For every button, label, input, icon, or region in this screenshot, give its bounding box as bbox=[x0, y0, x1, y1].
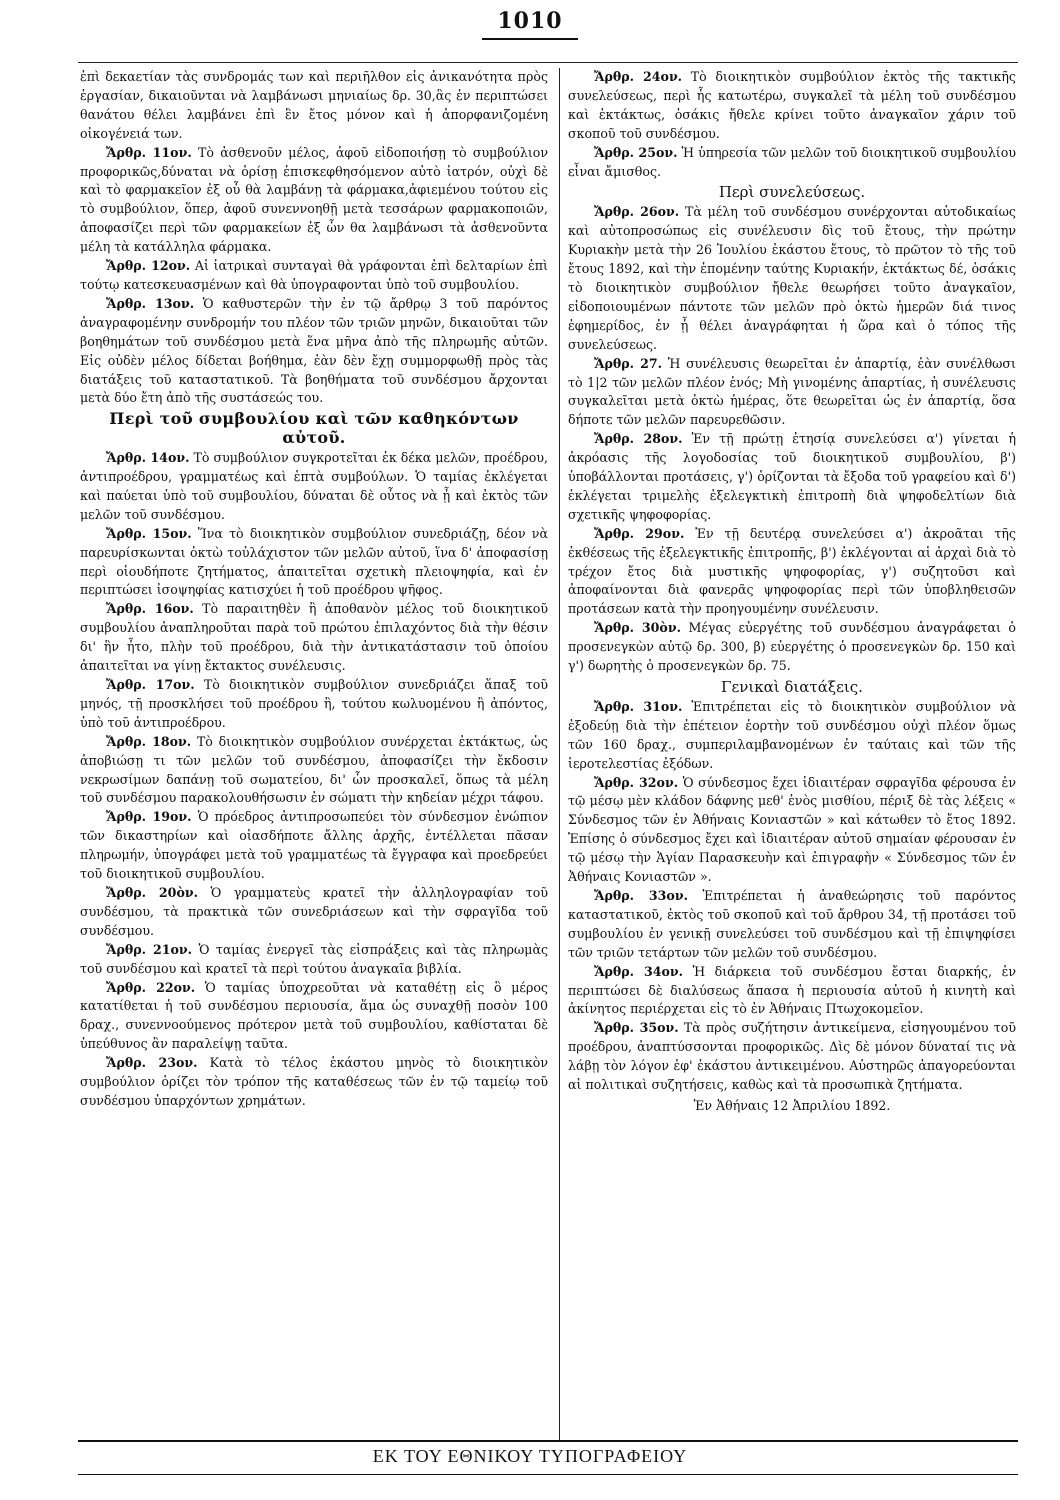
article-number: Ἄρθρ. 14ον. bbox=[106, 450, 190, 466]
article-number: Ἄρθρ. 28ον. bbox=[594, 431, 683, 447]
article-number: Ἄρθρ. 15ον. bbox=[106, 525, 192, 541]
article-text: Ἡ διάρκεια τοῦ συνδέσμου ἔσται διαρκής, ἐν περιπτώσει δὲ διαλύσεως ἅπασα ἡ περιουσία αὐτοῦ ἡ κινητὴ καὶ ἀκίνητος περιέρχεται εἰς τὸ ἐν Ἀθήναις Πτωχοκομεῖον. bbox=[568, 963, 1016, 1017]
article-number: Ἄρθρ. 29ον. bbox=[594, 525, 685, 541]
article-paragraph bbox=[568, 698, 1016, 774]
printer-imprint: ΕΚ ΤΟΥ ΕΘΝΙΚΟΥ ΤΥΠΟΓΡΑΦΕΙΟΥ bbox=[372, 1446, 688, 1466]
article-paragraph bbox=[568, 963, 1016, 1020]
article-paragraph bbox=[80, 449, 548, 525]
article-number: Ἄρθρ. 26ον. bbox=[594, 204, 680, 220]
article-paragraph bbox=[568, 430, 1016, 525]
article-paragraph bbox=[80, 257, 548, 295]
article-paragraph bbox=[80, 808, 548, 884]
article-text: ἐπὶ δεκαετίαν τὰς συνδρομάς των καὶ περιῆλθον εἰς ἀνικανότητα πρὸς ἐργασίαν, δικαιοῦνται νὰ λαμβάνωσι μηνιαίως δρ. 30,ἃς ἐν περιπτώσει θανάτου θέλει λαμβάνει ἐπὶ ἓν ἔτος μόνον καὶ ἡ ἀπορφανιζομένη οἰκογένειά των. bbox=[80, 69, 548, 141]
continued-paragraph bbox=[80, 68, 548, 144]
article-paragraph bbox=[80, 600, 548, 676]
article-text: Τὰ μέλη τοῦ συνδέσμου συνέρχονται αὐτοδικαίως καὶ αὐτοπροσώπως εἰς συνέλευσιν δὶς τοῦ ἔτους, τὴν πρώτην Κυριακὴν μετὰ τὴν 26 Ἰουλίου ἑκάστου ἔτους, τὸ πρῶτον τὸ τῆς τοῦ ἔτους 1892, καὶ τὴν ἑπομένην ταύτης Κυριακήν, ἐκτάκτως δέ, ὁσάκις τὸ διοικητικὸν συμβούλιον ἤθελε θεωρήσει τοῦτο ἀναγκαῖον, εἰδοποιουμένων πάντοτε τῶν μελῶν πρὸ ὀκτὼ ἡμερῶν διά τινος ἐφημερίδος, ἐν ᾗ θέλει ἀναγράφηται ἡ ὥρα καὶ ὁ τόπος τῆς συνελεύσεως. bbox=[568, 204, 1016, 352]
article-paragraph bbox=[80, 1054, 548, 1111]
article-number: Ἄρθρ. 19ον. bbox=[106, 809, 192, 825]
article-text: Ἡ ὑπηρεσία τῶν μελῶν τοῦ διοικητικοῦ συμβουλίου εἶναι ἄμισθος. bbox=[568, 144, 1016, 179]
section-heading: Γενικαὶ διατάξεις. bbox=[721, 678, 863, 696]
article-text: Ἐν τῇ πρώτῃ ἐτησίᾳ συνελεύσει α') γίνεται ἡ ἀκρόασις τῆς λογοδοσίας τοῦ διοικητικοῦ συμβουλίου, β') ὑποβάλλονται προτάσεις, γ') ὁρίζονται τὰ ἔξοδα τοῦ γραφείου καὶ δ') ἐκλέγεται τριμελὴς ἐξελεγκτικὴ ἐπιτροπὴ διὰ ψηφοδελτίων διὰ σχετικῆς ψηφοφορίας. bbox=[568, 431, 1016, 522]
article-paragraph bbox=[568, 1019, 1016, 1095]
article-paragraph bbox=[568, 203, 1016, 354]
section-heading: Περὶ συνελεύσεως. bbox=[718, 183, 866, 202]
article-text: Ὁ πρόεδρος ἀντιπροσωπεύει τὸν σύνδεσμον ἐνώπιον τῶν δικαστηρίων καὶ οἱασδήποτε ἄλλης ἀρχῆς, ἐντέλλεται πᾶσαν πληρωμήν, ὑπογράφει μετὰ τοῦ γραμματέως τὰ ἔγγραφα καὶ προεδρεύει τοῦ διοικητικοῦ συμβουλίου. bbox=[80, 809, 548, 882]
article-number: Ἄρθρ. 25ον. bbox=[594, 144, 678, 160]
header-rule bbox=[78, 62, 1018, 63]
article-text: Αἱ ἰατρικαὶ συνταγαὶ θὰ γράφονται ἐπὶ δελταρίων ἐπὶ τούτῳ κατεσκευασμένων καὶ θὰ ὑπογραφονται ὑπὸ τοῦ συμβουλίου. bbox=[80, 258, 548, 292]
article-number: Ἄρθρ. 12ον. bbox=[106, 258, 191, 274]
article-number: Ἄρθρ. 35ον. bbox=[594, 1020, 679, 1036]
article-number: Ἄρθρ. 16ον. bbox=[106, 601, 194, 617]
article-paragraph bbox=[568, 68, 1016, 144]
article-text: Ἐπιτρέπεται ἡ ἀναθεώρησις τοῦ παρόντος καταστατικοῦ, ἐκτὸς τοῦ σκοποῦ καὶ τοῦ ἄρθρου 34, τῇ προτάσει τοῦ συμβουλίου ἐν γενικῇ συνελεύσει τοῦ συνδέσμου καὶ τῇ ἐπιψηφίσει τῶν τριῶν τετάρτων τῶν μελῶν τοῦ συνδέσμου. bbox=[568, 887, 1016, 960]
article-number: Ἄρθρ. 18ον. bbox=[106, 733, 192, 749]
article-text: Ὁ ταμίας ὑποχρεοῦται νὰ καταθέτῃ εἰς ὃ μέρος κατατίθεται ἡ τοῦ συνδέσμου περιουσία, ἅμα ὡς συναχθῇ ποσὸν 100 δραχ., συνεννοούμενος πρότερον μετὰ τοῦ συμβουλίου, καθίσταται δὲ ὑπεύθυνος ἂν παραλείψῃ ταῦτα. bbox=[80, 979, 548, 1052]
article-paragraph bbox=[80, 979, 548, 1055]
page-number-rule bbox=[482, 38, 578, 40]
footer-rule bbox=[78, 1440, 1018, 1442]
article-number: Ἄρθρ. 32ον. bbox=[594, 774, 679, 790]
article-text: Ἐν τῇ δευτέρᾳ συνελεύσει α') ἀκροᾶται τῆς ἐκθέσεως τῆς ἐξελεγκτικῆς ἐπιτροπῆς, β') ἐκλέγονται αἱ ἀρχαὶ διὰ τὸ τρέχον ἔτος διὰ μυστικῆς ψηφοφορίας, γ') συζητοῦσι καὶ ἀποφαίνονται διὰ φανερᾶς ψηφοφορίας περὶ τῶν ὑποβληθεισῶν προτάσεων κατὰ τὴν προηγουμένην συνέλευσιν. bbox=[568, 525, 1016, 617]
article-text: Τὸ διοικητικὸν συμβούλιον συνέρχεται ἐκτάκτως, ὡς ἀποβιώσῃ τι τῶν μελῶν τοῦ συνδέσμου, ἀποφασίζει τὴν ἔκδοσιν νεκρωσίμων δαπάνῃ τοῦ σωματείου, δι' ὧν προσκαλεῖ, ὅπως τὰ μέλη τοῦ συνδέσμου παρακολουθήσωσιν ἐν σώματι τὴν κηδείαν μέχρι τάφου. bbox=[80, 733, 548, 806]
article-text: Ὁ σύνδεσμος ἔχει ἰδιαιτέραν σφραγῖδα φέρουσα ἐν τῷ μέσῳ μὲν κλάδον δάφνης μεθ' ἑνὸς μισθίου, πέριξ δὲ τὰς λέξεις « Σύνδεσμος τῶν ἐν Ἀθήναις Κονιαστῶν » καὶ κάτωθεν τὸ ἔτος 1892. Ἐπίσης ὁ σύνδεσμος ἔχει καὶ ἰδιαιτέραν αὐτοῦ σημαίαν φέρουσαν ἐν τῷ μέσῳ τὴν Ἁγίαν Παρασκευὴν καὶ ἐπιγραφὴν « Σύνδεσμος τῶν ἐν Ἀθήναις Κονιαστῶν ». bbox=[568, 774, 1016, 885]
footer-rule-bottom bbox=[78, 1474, 1018, 1475]
article-paragraph bbox=[80, 525, 548, 601]
article-number: Ἄρθρ. 34ον. bbox=[594, 963, 683, 979]
article-paragraph bbox=[568, 525, 1016, 620]
right-column bbox=[568, 68, 1016, 1116]
article-paragraph bbox=[80, 941, 548, 979]
article-text: Ἐπιτρέπεται εἰς τὸ διοικητικὸν συμβούλιον νὰ ἐξοδεύῃ διὰ τὴν ἐπέτειον ἑορτὴν τοῦ συνδέσμου οὐχὶ πλέον ὅμως τῶν 160 δραχ., συμπεριλαμβανομένων ἐν ταύταις καὶ τῶν τῆς ἱεροτελεστίας ἐξόδων. bbox=[568, 698, 1016, 771]
article-number: Ἄρθρ. 17ον. bbox=[106, 677, 195, 692]
article-number: Ἄρθρ. 27. bbox=[594, 355, 663, 371]
article-paragraph bbox=[80, 676, 548, 733]
article-number: Ἄρθρ. 23ον. bbox=[106, 1055, 198, 1071]
article-text: Τὸ ἀσθενοῦν μέλος, ἀφοῦ εἰδοποιήσῃ τὸ συμβούλιον προφορικῶς,δύναται νὰ ὁρίσῃ ἐπισκεφθησόμενον αὐτὸ ἰατρόν, οὐχὶ δὲ καὶ τὸ φαρμακεῖον ἐξ οὗ θὰ λαμβάνῃ τὰ φάρμακα,ἀφιεμένου τούτου εἰς τὸ συμβούλιον, ὅπερ, ἀφοῦ συνεννοηθῇ μετὰ τεσσάρων φαρμακοποιῶν, ἀποφασίζει περὶ τῶν φαρμακείων ἐξ ὧν θα λαμβάνωσι τὰ ἀσθενοῦντα μέλη τὰ κατάλληλα φάρμακα. bbox=[80, 144, 549, 255]
article-number: Ἄρθρ. 20ὸν. bbox=[106, 884, 198, 900]
article-text: Ἡ συνέλευσις θεωρεῖται ἐν ἀπαρτίᾳ, ἐὰν συνέλθωσι τὸ 1|2 τῶν μελῶν πλέον ἑνός; Μὴ γινομένης ἀπαρτίας, ἡ συνέλευσις συγκαλεῖται μετὰ ὀκτὼ ἡμέρας, ὅτε θεωρεῖται ὡς ἐν ἀπαρτίᾳ, ὅσα δήποτε τῶν μελῶν παρευρεθῶσιν. bbox=[568, 355, 1016, 428]
article-paragraph bbox=[568, 887, 1016, 963]
article-number: Ἄρθρ. 13ον. bbox=[106, 295, 195, 311]
article-text: Τὸ διοικητικὸν συμβούλιον ἐκτὸς τῆς τακτικῆς συνελεύσεως, περὶ ἧς κατωτέρω, συγκαλεῖ τὰ μέλη τοῦ συνδέσμου καὶ ἐκτάκτως, ὁσάκις ἤθελε κρίνει τοῦτο ἀναγκαῖον χάριν τοῦ σκοποῦ τοῦ συνδέσμου. bbox=[568, 69, 1016, 141]
article-text: Ὁ γραμματεὺς κρατεῖ τὴν ἀλληλογραφίαν τοῦ συνδέσμου, τὰ πρακτικὰ τῶν συνεδριάσεων καὶ τὴν σφραγῖδα τοῦ συνδέσμου. bbox=[80, 884, 548, 938]
date-signature: Ἐν Ἀθήναις 12 Ἀπριλίου 1892. bbox=[693, 1097, 891, 1113]
article-text: Τὰ πρὸς συζήτησιν ἀντικείμενα, εἰσηγουμένου τοῦ προέδρου, ἀναπτύσσονται προφορικῶς. Δὶς δὲ μόνον δύναταί τις νὰ λάβῃ τὸν λόγον ἐφ' ἑκάστου ἀντικειμένου. Αὐστηρῶς ἀπαγορεύονται αἱ πολιτικαὶ συζητήσεις, καθὼς καὶ τὰ προσωπικὰ ζητήματα. bbox=[568, 1020, 1016, 1093]
article-text: Μέγας εὐεργέτης τοῦ συνδέσμου ἀναγράφεται ὁ προσενεγκὼν αὐτῷ δρ. 300, β) εὐεργέτης ὁ προσενεγκὼν δρ. 150 καὶ γ') δωρητὴς ὁ προσενεγκὼν δρ. 75. bbox=[568, 620, 1016, 674]
article-number: Ἄρθρ. 22ον. bbox=[106, 979, 196, 995]
article-text: Ὁ καθυστερῶν τὴν ἐν τῷ ἄρθρῳ 3 τοῦ παρόντος ἀναγραφομένην συνδρομήν του πλέον τῶν τριῶν μηνῶν, δικαιοῦται τῶν βοηθημάτων τοῦ συνδέσμου μετὰ ἕνα μῆνα ἀπὸ τῆς πληρωμῆς αὐτῶν. Εἰς οὐδὲν μέλος δίδεται βοήθημα, ἐὰν δὲν ἔχῃ συμμορφωθῇ πρὸς τὰς διατάξεις τοῦ καταστατικοῦ. Τὰ βοηθήματα τοῦ συνδέσμου ἄρχονται μετὰ δύο ἔτη ἀπὸ τῆς συστάσεώς του. bbox=[80, 295, 548, 406]
article-number: Ἄρθρ. 21ον. bbox=[106, 941, 192, 957]
article-text: Ἵνα τὸ διοικητικὸν συμβούλιον συνεδριάζῃ, δέον νὰ παρευρίσκωνται ὀκτὼ τοὐλάχιστον τῶν μελῶν αὐτοῦ, ἵνα δ' ἀποφασίσῃ περὶ οἱουδήποτε ζητήματος, ἀπαιτεῖται σχετικὴ πλειοψηφία, καὶ ἐν περιπτώσει ἰσοψηφίας κατισχύει ἡ τοῦ προέδρου ψῆφος. bbox=[80, 525, 548, 598]
article-paragraph bbox=[80, 295, 548, 408]
article-text: Τὸ συμβούλιον συγκροτεῖται ἐκ δέκα μελῶν, προέδρου, ἀντιπροέδρου, γραμματέως καὶ ἑπτὰ συμβούλων. Ὁ ταμίας ἐκλέγεται καὶ παύεται ὑπὸ τοῦ συμβουλίου, δύναται δὲ οὗτος νὰ ᾖ καὶ ἐκτὸς τῶν μελῶν τοῦ συνδέσμου. bbox=[80, 450, 548, 522]
article-paragraph bbox=[568, 355, 1016, 431]
article-paragraph bbox=[80, 144, 548, 257]
article-number: Ἄρθρ. 31ον. bbox=[594, 698, 683, 714]
article-paragraph bbox=[568, 619, 1016, 676]
article-text: Κατὰ τὸ τέλος ἑκάστου μηνὸς τὸ διοικητικὸν συμβούλιον ὁρίζει τὸν τρόπον τῆς καταθέσεως τῶν ἐν τῷ ταμείῳ τοῦ συνδέσμου ὑπαρχόντων χρημάτων. bbox=[80, 1055, 548, 1108]
article-number: Ἄρθρ. 11ον. bbox=[106, 144, 192, 160]
article-text: Ὁ ταμίας ἐνεργεῖ τὰς εἰσπράξεις καὶ τὰς πληρωμὰς τοῦ συνδέσμου καὶ κρατεῖ τὰ περὶ τούτου ἀναγκαῖα βιβλία. bbox=[80, 941, 548, 976]
article-number: Ἄρθρ. 30ὸν. bbox=[594, 620, 681, 636]
article-paragraph bbox=[80, 733, 548, 809]
article-paragraph bbox=[80, 884, 548, 941]
article-number: Ἄρθρ. 24ον. bbox=[594, 69, 683, 84]
article-text: Τὸ παραιτηθὲν ἢ ἀποθανὸν μέλος τοῦ διοικητικοῦ συμβουλίου ἀναπληροῦται παρὰ τοῦ πρώτου ἐπιλαχόντος διὰ τὴν θέσιν δι' ἣν ἦτο, πλὴν τοῦ προέδρου, διὰ τὴν ἀντικατάστασιν τοῦ ὁποίου ἀπαιτεῖται να γίνῃ ἔκτακτος συνέλευσις. bbox=[80, 601, 548, 674]
left-column bbox=[80, 68, 548, 1111]
page-number: 1010 bbox=[497, 8, 563, 34]
section-heading: Περὶ τοῦ συμβουλίου καὶ τῶν καθηκόντων αὐτοῦ. bbox=[109, 409, 519, 448]
article-number: Ἄρθρ. 33ον. bbox=[594, 887, 688, 903]
article-text: Τὸ διοικητικὸν συμβούλιον συνεδριάζει ἅπαξ τοῦ μηνός, τῇ προσκλήσει τοῦ προέδρου ἢ, τούτου κωλυομένου ἢ ἀπόντος, ὑπὸ τοῦ ἀντιπροέδρου. bbox=[80, 677, 548, 730]
column-divider bbox=[559, 68, 560, 1440]
article-paragraph bbox=[568, 774, 1016, 887]
article-paragraph bbox=[568, 144, 1016, 182]
